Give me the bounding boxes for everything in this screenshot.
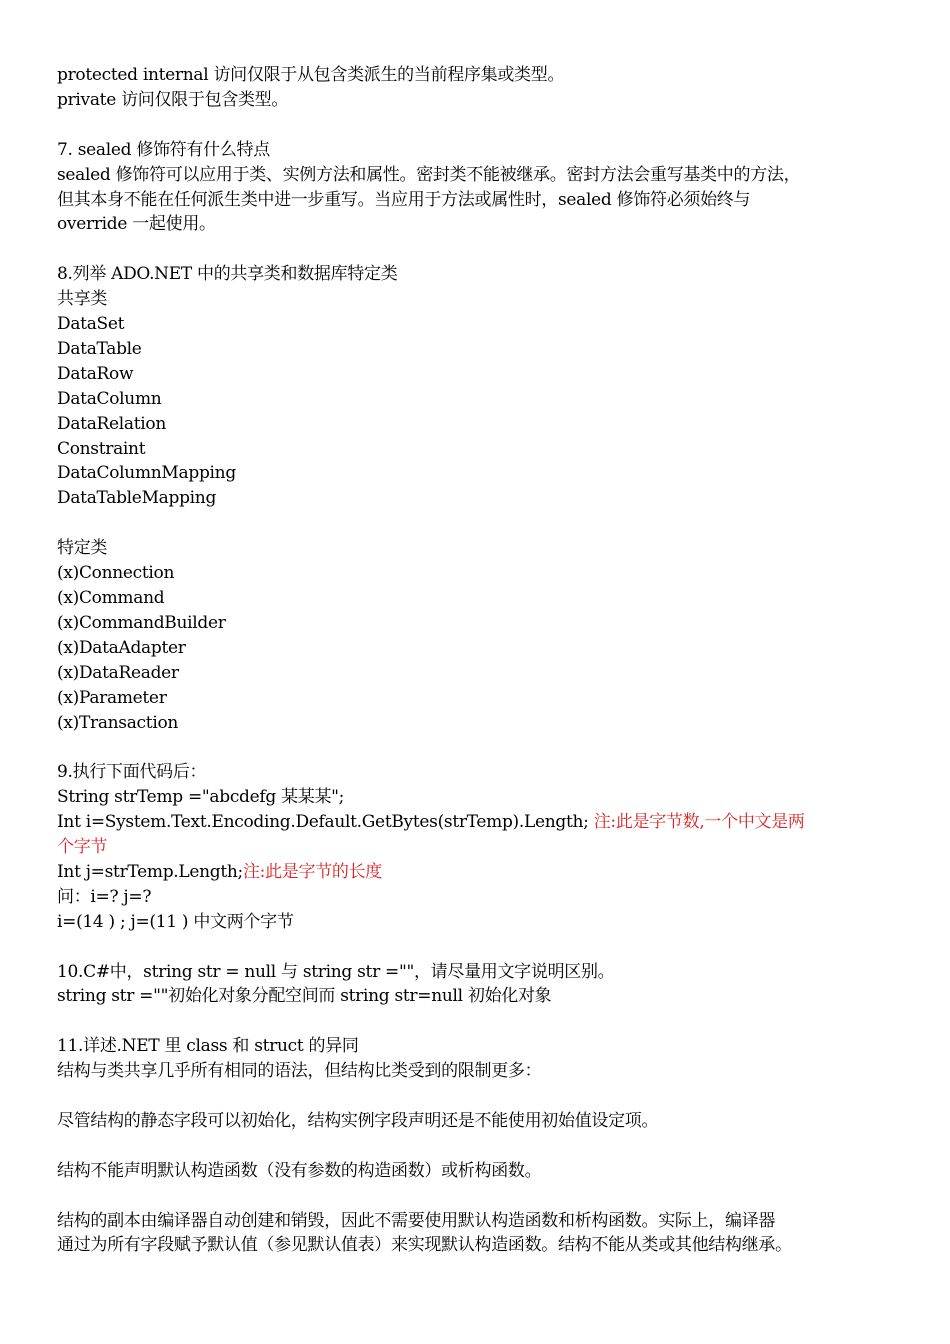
list-item: (x)Transaction	[57, 712, 179, 733]
blank-line	[57, 1084, 907, 1109]
list-item: DataColumnMapping	[57, 463, 236, 484]
text-line: 尽管结构的静态字段可以初始化，结构实例字段声明还是不能使用初始值设定项。	[57, 1110, 659, 1131]
text-line: protected internal 访问仅限于从包含类派生的当前程序集或类型。	[57, 65, 565, 85]
blank-line	[57, 735, 907, 760]
list-item: Constraint	[57, 438, 146, 459]
question-answer: i=(14 ) ; j=(11 ) 中文两个字节	[57, 911, 294, 932]
list-item: DataTableMapping	[57, 488, 217, 509]
list-item: DataSet	[57, 314, 125, 335]
red-note-continued: 个字节	[57, 837, 108, 858]
text-line: 结构的副本由编译器自动创建和销毁，因此不需要使用默认构造函数和析构函数。实际上，编译器	[57, 1210, 776, 1231]
text-line: sealed 修饰符可以应用于类、实例方法和属性。密封类不能被继承。密封方法会重写基类中的方法，	[57, 164, 801, 185]
question-heading: 10.C#中，string str = null 与 string str =""，请尽量用文字说明区别。	[57, 961, 615, 982]
text-line: override 一起使用。	[57, 214, 216, 235]
section-label: 共享类	[57, 289, 108, 310]
code-line: String strTemp ="abcdefg 某某某";	[57, 787, 345, 808]
code-line-with-note	[57, 810, 907, 835]
text-line: private 访问仅限于包含类型。	[57, 89, 289, 110]
list-item: (x)DataAdapter	[57, 637, 186, 658]
list-item: DataRelation	[57, 413, 167, 434]
blank-line	[57, 935, 907, 960]
red-note: 注:此是字节的长度	[242, 861, 383, 882]
blank-line	[57, 511, 907, 536]
list-item: (x)DataReader	[57, 662, 179, 683]
document-page	[57, 63, 907, 1258]
code-text: Int j=strTemp.Length;	[57, 861, 243, 882]
question-heading: 8.列举 ADO.NET 中的共享类和数据库特定类	[57, 264, 398, 285]
question-heading: 9.执行下面代码后：	[57, 762, 207, 783]
blank-line	[57, 237, 907, 262]
list-item: (x)CommandBuilder	[57, 612, 226, 633]
blank-line	[57, 1184, 907, 1209]
question-ask: 问：i=? j=?	[57, 886, 152, 907]
list-item: (x)Command	[57, 587, 165, 608]
list-item: DataRow	[57, 363, 134, 384]
code-text: Int i=System.Text.Encoding.Default.GetBytes(strTemp).Length;	[57, 812, 594, 833]
question-heading: 7. sealed 修饰符有什么特点	[57, 139, 270, 160]
section-label: 特定类	[57, 538, 108, 559]
list-item: DataTable	[57, 338, 142, 359]
blank-line	[57, 1009, 907, 1034]
text-line: 结构与类共享几乎所有相同的语法，但结构比类受到的限制更多：	[57, 1061, 542, 1082]
text-line: 通过为所有字段赋予默认值（参见默认值表）来实现默认构造函数。结构不能从类或其他结构继承。	[57, 1235, 792, 1256]
text-line: 结构不能声明默认构造函数（没有参数的构造函数）或析构函数。	[57, 1160, 542, 1181]
text-line: 但其本身不能在任何派生类中进一步重写。当应用于方法或属性时，sealed 修饰符必须始终与	[57, 189, 751, 210]
list-item: DataColumn	[57, 388, 162, 409]
blank-line	[57, 113, 907, 138]
code-line-with-note	[57, 860, 907, 885]
list-item: (x)Parameter	[57, 687, 167, 708]
red-note: 注:此是字节数,一个中文是两	[593, 812, 805, 833]
text-line: string str =""初始化对象分配空间而 string str=null 初始化对象	[57, 986, 552, 1007]
question-heading: 11.详述.NET 里 class 和 struct 的异同	[57, 1036, 359, 1057]
blank-line	[57, 1134, 907, 1159]
list-item: (x)Connection	[57, 563, 175, 584]
